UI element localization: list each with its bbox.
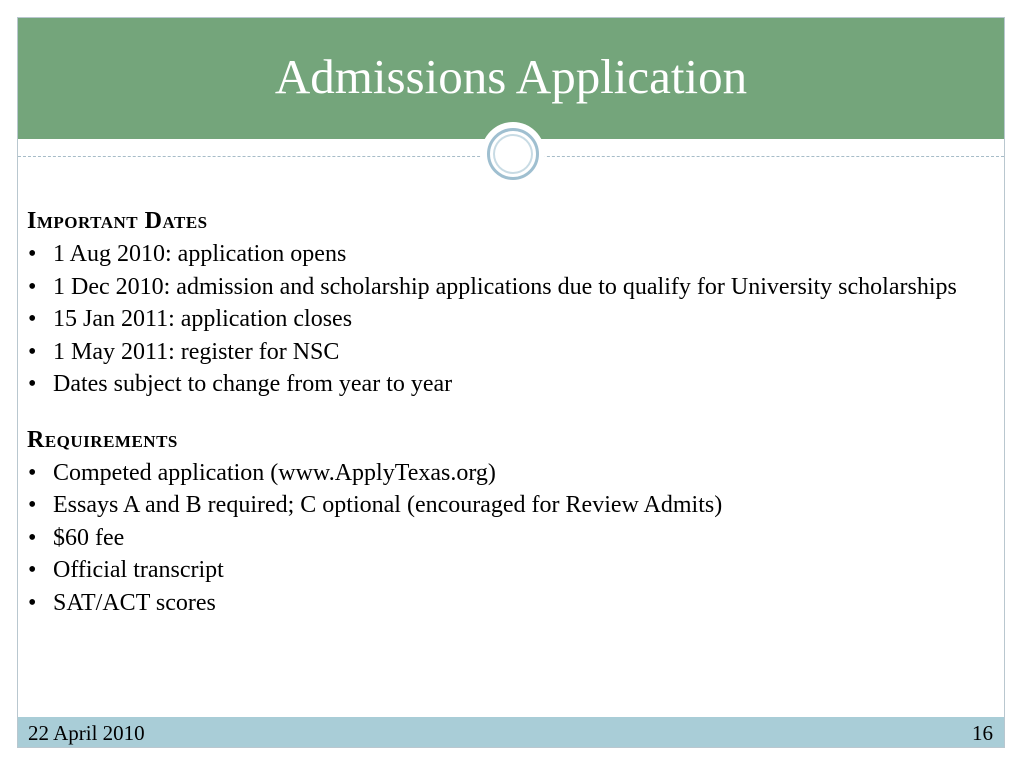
list-item [27,271,957,304]
bullet-icon: • [28,557,37,583]
bullet-icon: • [28,371,37,397]
list-item-text: Essays A and B required; C optional (encouraged for Review Admits) [53,492,723,518]
list-item-text: 15 Jan 2011: application closes [53,306,353,332]
bullet-icon: • [28,338,37,365]
bullet-icon: • [28,273,37,300]
important-dates-list [27,238,957,401]
bullet-icon: • [28,306,37,332]
list-item [27,238,957,271]
list-item-text: Official transcript [53,557,224,583]
bullet-icon: • [28,459,37,486]
section-heading-important-dates: Important Dates [27,208,208,234]
list-item [27,336,957,369]
list-item-text: 1 May 2011: register for NSC [53,338,340,365]
list-item-text: Competed application (www.ApplyTexas.org) [53,459,496,486]
page-number: 16 [972,721,993,745]
section-heading-requirements: Requirements [27,426,178,453]
list-item-text: 1 Aug 2010: application opens [53,241,347,267]
list-item [27,522,957,555]
bullet-icon: • [28,241,37,267]
slide-title: Admissions Application [274,49,748,104]
list-item-text: $60 fee [53,524,125,551]
list-item [27,303,957,336]
list-item-text: 1 Dec 2010: admission and scholarship applications due to qualify for University scholarships [53,273,957,300]
footer-date: 22 April 2010 [28,721,145,745]
list-item-text: SAT/ACT scores [53,589,216,616]
list-item [27,457,957,490]
requirements-list [27,457,957,620]
list-item [27,489,957,522]
bullet-icon: • [28,524,37,551]
bullet-icon: • [28,589,37,616]
list-item [27,587,957,620]
footer-band [18,717,1004,747]
list-item-text: Dates subject to change from year to year [53,371,453,397]
list-item [27,554,957,587]
slide-body [27,204,957,619]
divider-circle-ring [487,128,539,180]
bullet-icon: • [28,492,37,518]
list-item [27,368,957,401]
